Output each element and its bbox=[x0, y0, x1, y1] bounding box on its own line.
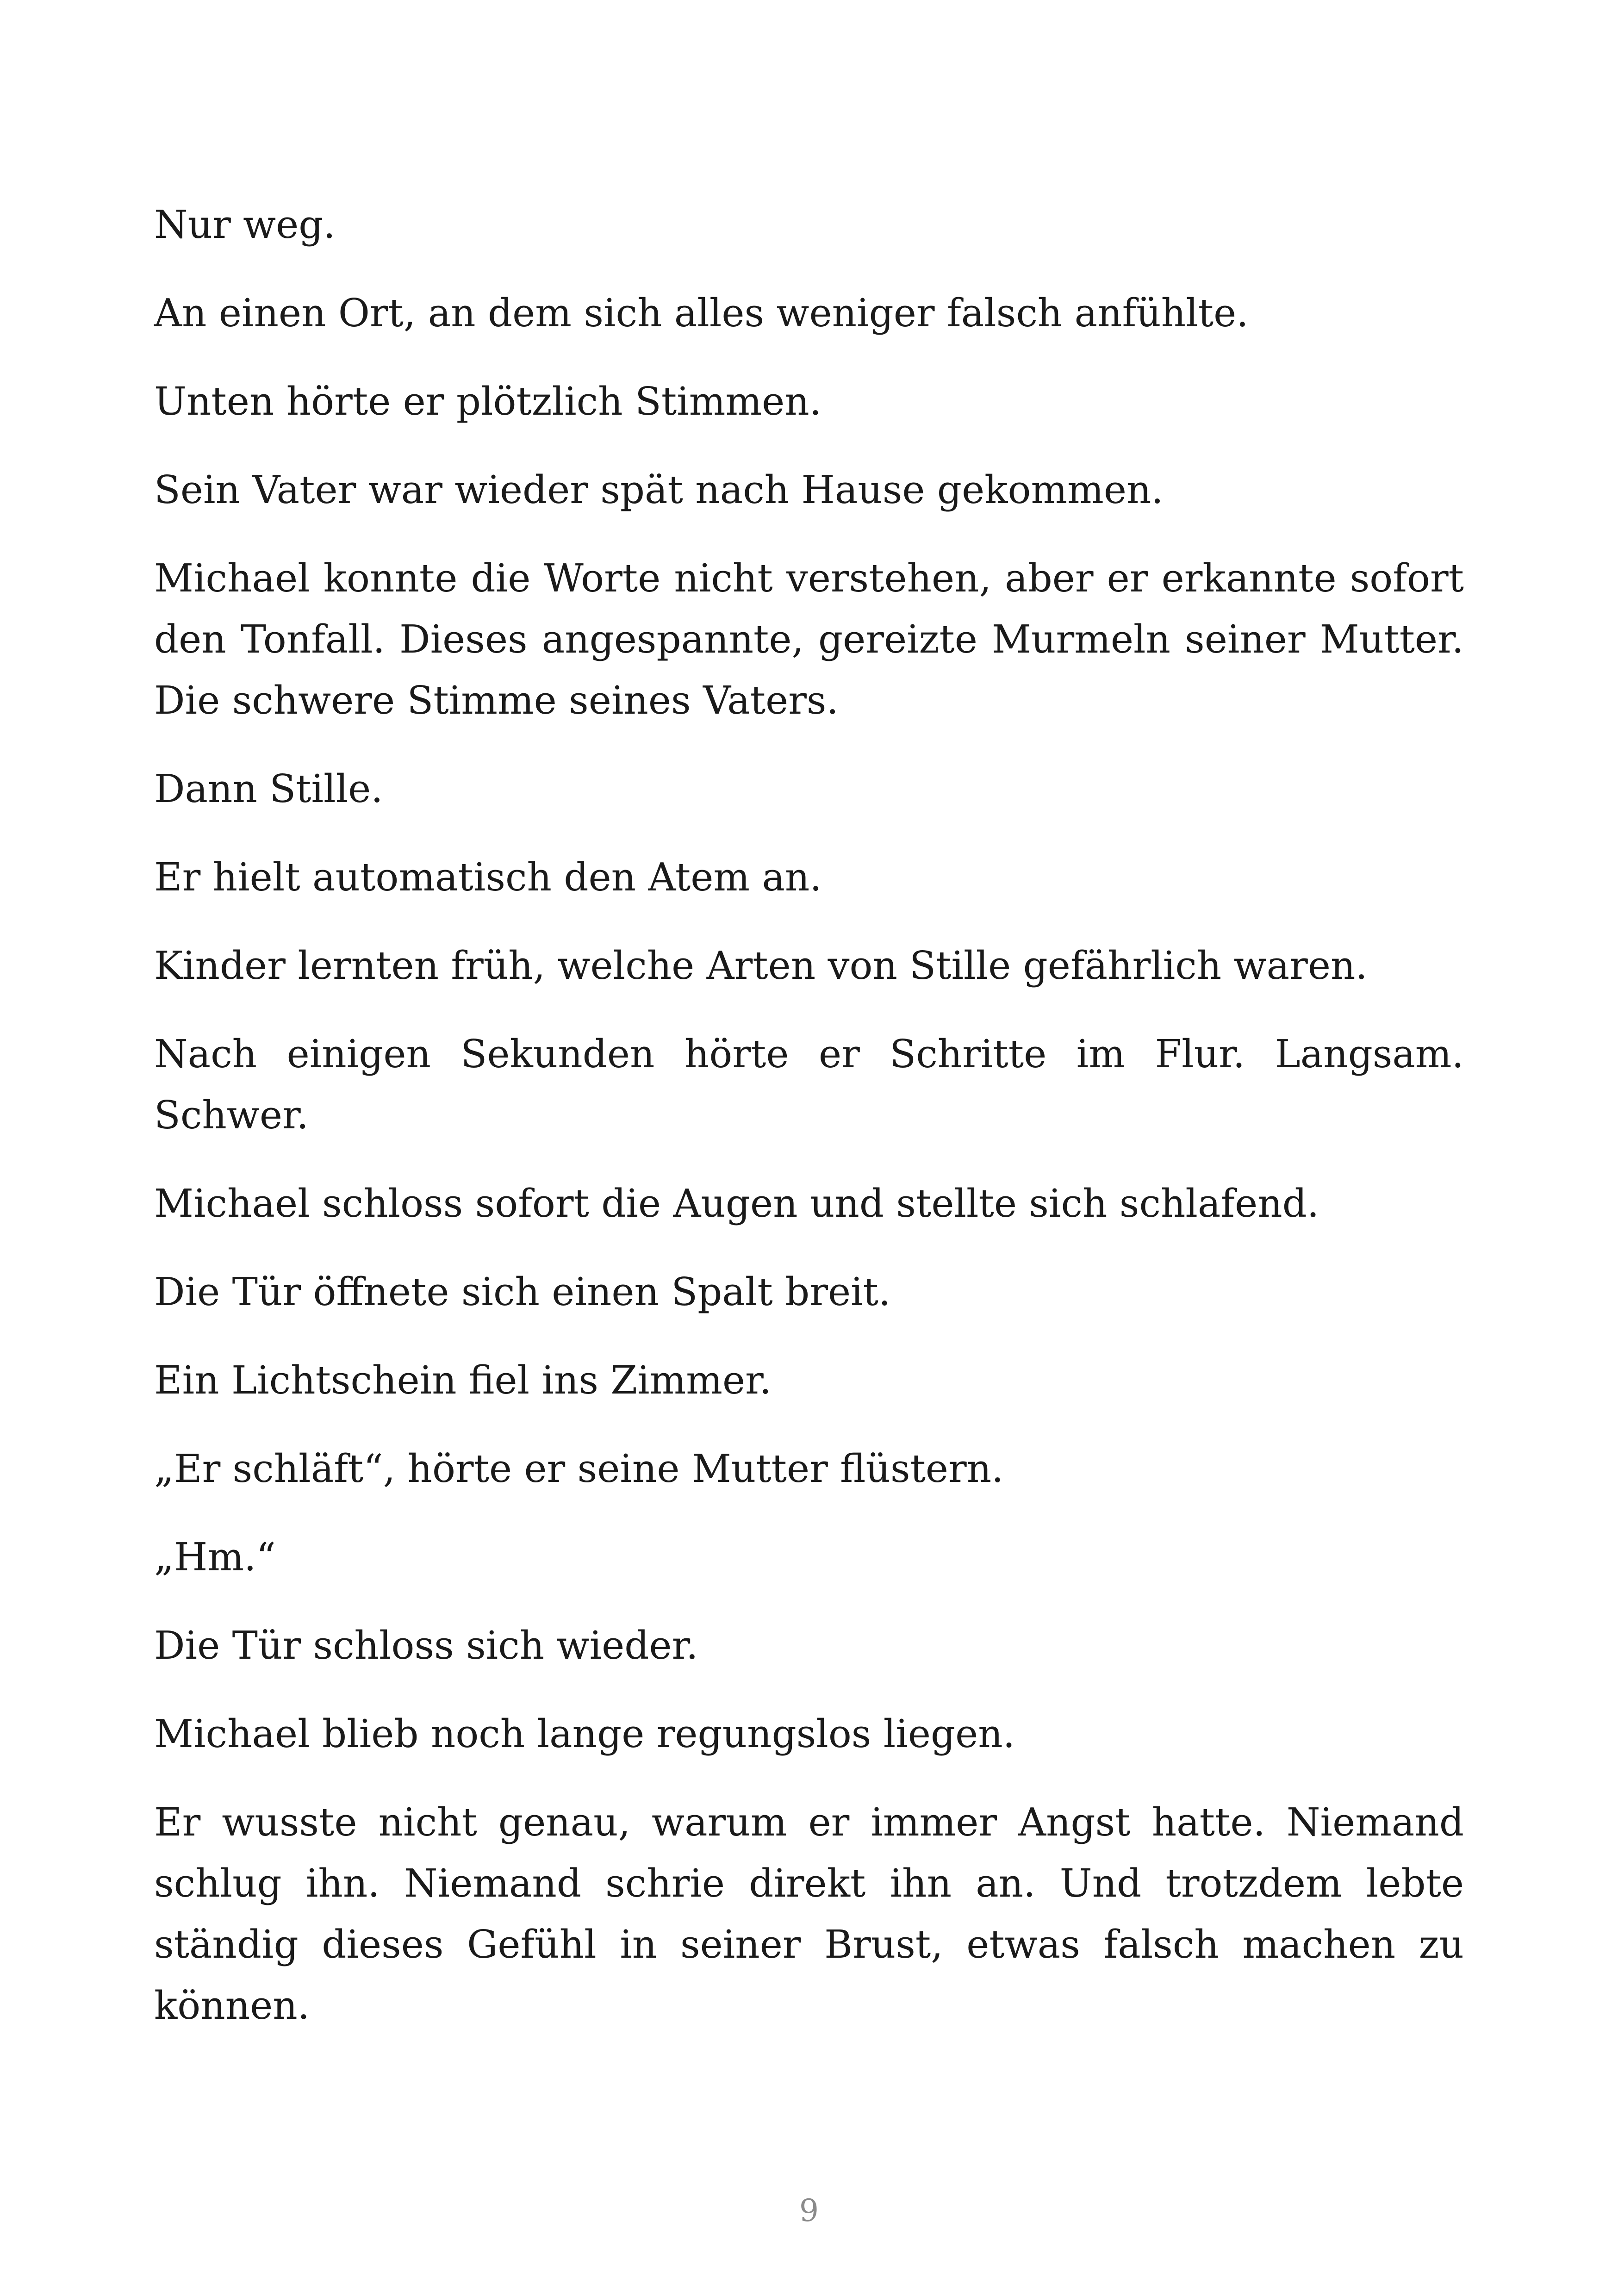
paragraph: Er wusste nicht genau, warum er immer Angst hatte. Niemand schlug ihn. Niemand schrie direkt ihn an. Und trotzdem lebte ständig dieses Gefühl in seiner Brust, etwas falsch machen zu können. bbox=[154, 1800, 1464, 2028]
paragraph: Die Tür öffnete sich einen Spalt breit. bbox=[154, 1269, 891, 1314]
paragraph: An einen Ort, an dem sich alles weniger falsch anfühlte. bbox=[154, 291, 1249, 336]
paragraph: Nur weg. bbox=[154, 202, 336, 247]
paragraph: Dann Stille. bbox=[154, 766, 383, 811]
paragraph: Nach einigen Sekunden hörte er Schritte im Flur. Langsam. Schwer. bbox=[154, 1032, 1464, 1138]
body-text bbox=[154, 194, 1464, 2036]
paragraph: „Hm.“ bbox=[154, 1535, 276, 1580]
paragraph: Er hielt automatisch den Atem an. bbox=[154, 855, 822, 900]
paragraph: Ein Lichtschein fiel ins Zimmer. bbox=[154, 1358, 772, 1403]
paragraph: Unten hörte er plötzlich Stimmen. bbox=[154, 379, 822, 424]
paragraph: Michael blieb noch lange regungslos liegen. bbox=[154, 1711, 1015, 1756]
paragraph: Michael konnte die Worte nicht verstehen, aber er erkannte sofort den Tonfall. Dieses angespannte, gereizte Murmeln seiner Mutter. Die schwere Stimme seines Vaters. bbox=[154, 556, 1464, 723]
paragraph: Kinder lernten früh, welche Arten von Stille gefährlich waren. bbox=[154, 943, 1368, 988]
paragraph: „Er schläft“, hörte er seine Mutter flüstern. bbox=[154, 1446, 1004, 1491]
paragraph: Die Tür schloss sich wieder. bbox=[154, 1623, 698, 1668]
paragraph: Michael schloss sofort die Augen und stellte sich schlafend. bbox=[154, 1181, 1319, 1226]
page-number: 9 bbox=[799, 2193, 819, 2228]
paragraph: Sein Vater war wieder spät nach Hause gekommen. bbox=[154, 467, 1164, 512]
